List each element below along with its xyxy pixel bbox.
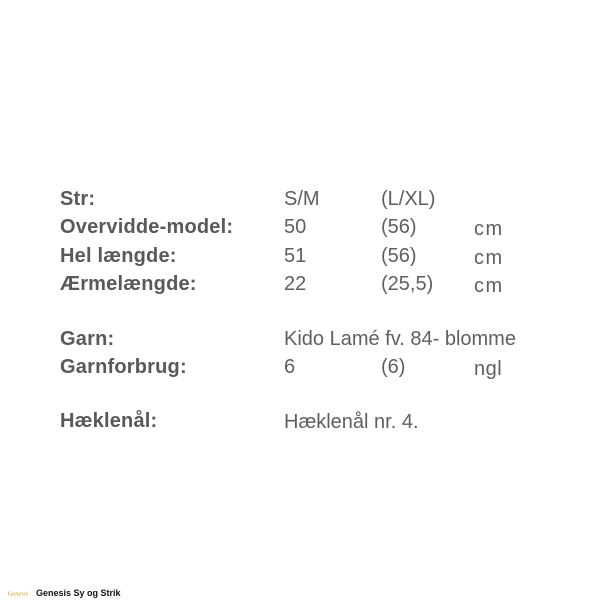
- hook-label: Hæklenål:: [60, 410, 158, 432]
- yarn-label: Garn:: [60, 328, 115, 350]
- footer: [6, 586, 121, 600]
- svg-text:Genesis: Genesis: [7, 590, 29, 598]
- size-label: Str:: [60, 188, 96, 210]
- genesis-logo-icon: [6, 588, 30, 598]
- sleeve-value-sm: 22: [284, 273, 307, 295]
- yarn-usage-unit: ngl: [474, 358, 503, 380]
- length-value-lxl: (56): [381, 245, 417, 267]
- size-value-lxl: (L/XL): [381, 188, 436, 210]
- yarn-usage-value-lxl: (6): [381, 356, 406, 378]
- length-value-sm: 51: [284, 245, 307, 267]
- chest-label: Overvidde-model:: [60, 216, 234, 238]
- brand-name: Genesis Sy og Strik: [36, 588, 121, 598]
- sleeve-unit: cm: [474, 275, 504, 297]
- sleeve-label: Ærmelængde:: [60, 273, 197, 295]
- size-value-sm: S/M: [284, 188, 320, 210]
- length-unit: cm: [474, 247, 504, 269]
- yarn-value: Kido Lamé fv. 84- blomme: [284, 328, 516, 350]
- chest-value-lxl: (56): [381, 216, 417, 238]
- length-label: Hel længde:: [60, 245, 177, 267]
- chest-value-sm: 50: [284, 216, 307, 238]
- hook-value: Hæklenål nr. 4.: [284, 411, 419, 433]
- yarn-usage-value-sm: 6: [284, 356, 296, 378]
- yarn-usage-label: Garnforbrug:: [60, 356, 187, 378]
- sleeve-value-lxl: (25,5): [381, 273, 434, 295]
- chest-unit: cm: [474, 218, 504, 240]
